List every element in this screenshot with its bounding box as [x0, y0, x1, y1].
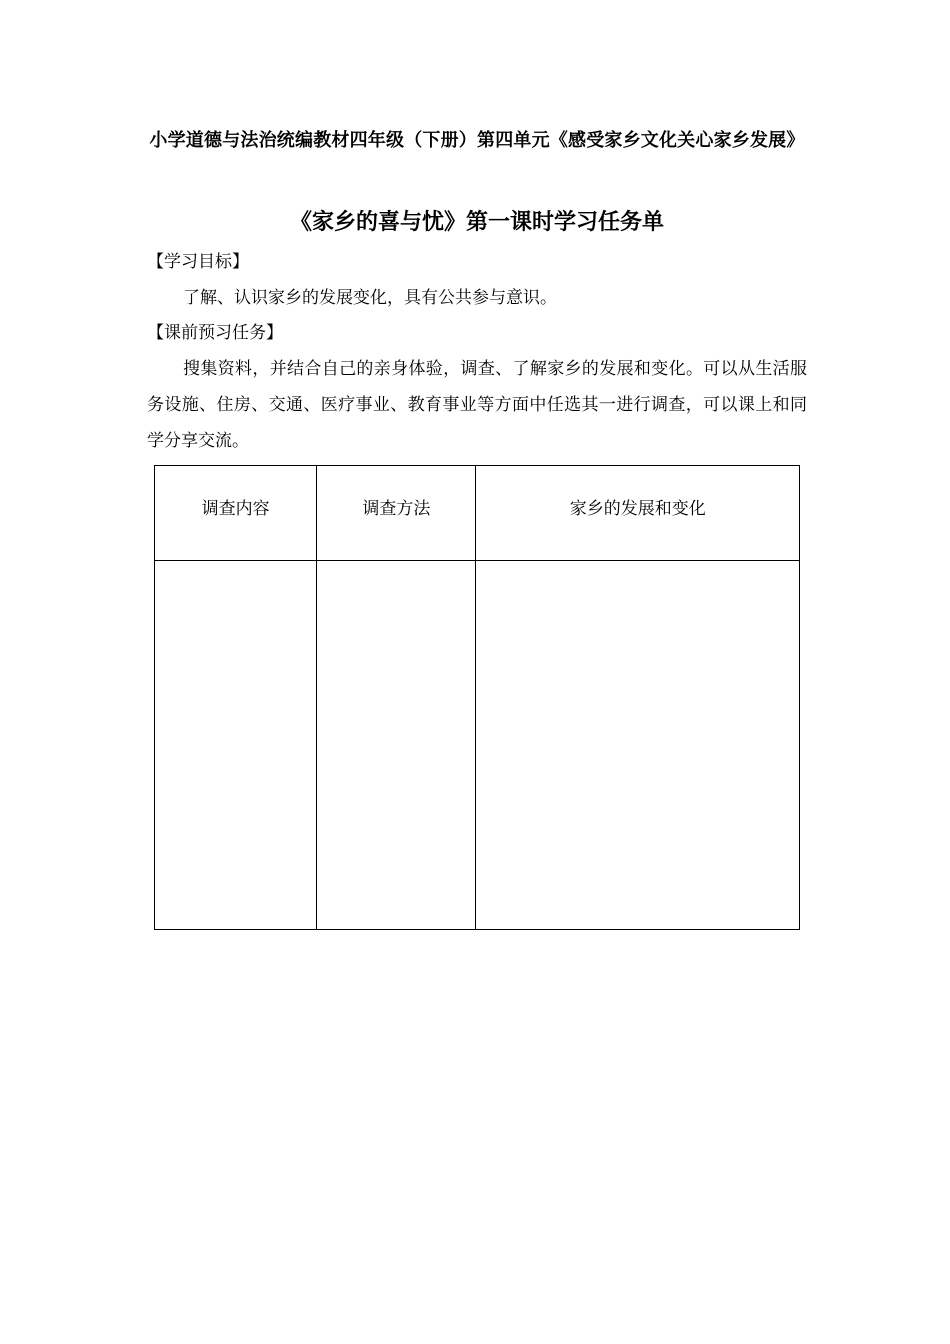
survey-table: [154, 465, 800, 930]
page-title: 《家乡的喜与忧》第一课时学习任务单: [289, 210, 664, 235]
preview-task-text: 搜集资料，并结合自己的亲身体验，调查、了解家乡的发展和变化。可以从生活服务设施、住房、交通、医疗事业、教育事业等方面中任选其一进行调查，可以课上和同学分享交流。: [147, 359, 807, 451]
header-development-changes: 家乡的发展和变化: [476, 466, 800, 561]
cell-survey-method[interactable]: [317, 561, 476, 930]
learning-goals-heading: 【学习目标】: [147, 252, 249, 272]
cell-development-changes[interactable]: [476, 561, 800, 930]
unit-subtitle: 小学道德与法治统编教材四年级（下册）第四单元《感受家乡文化关心家乡发展》: [149, 130, 805, 151]
survey-table-header-row: [155, 466, 800, 561]
preview-task-heading: 【课前预习任务】: [147, 323, 283, 343]
table-row: [155, 561, 800, 930]
learning-goals-text: 了解、认识家乡的发展变化，具有公共参与意识。: [183, 288, 557, 308]
header-survey-method: 调查方法: [317, 466, 476, 561]
cell-survey-content[interactable]: [155, 561, 317, 930]
header-survey-content: 调查内容: [155, 466, 317, 561]
